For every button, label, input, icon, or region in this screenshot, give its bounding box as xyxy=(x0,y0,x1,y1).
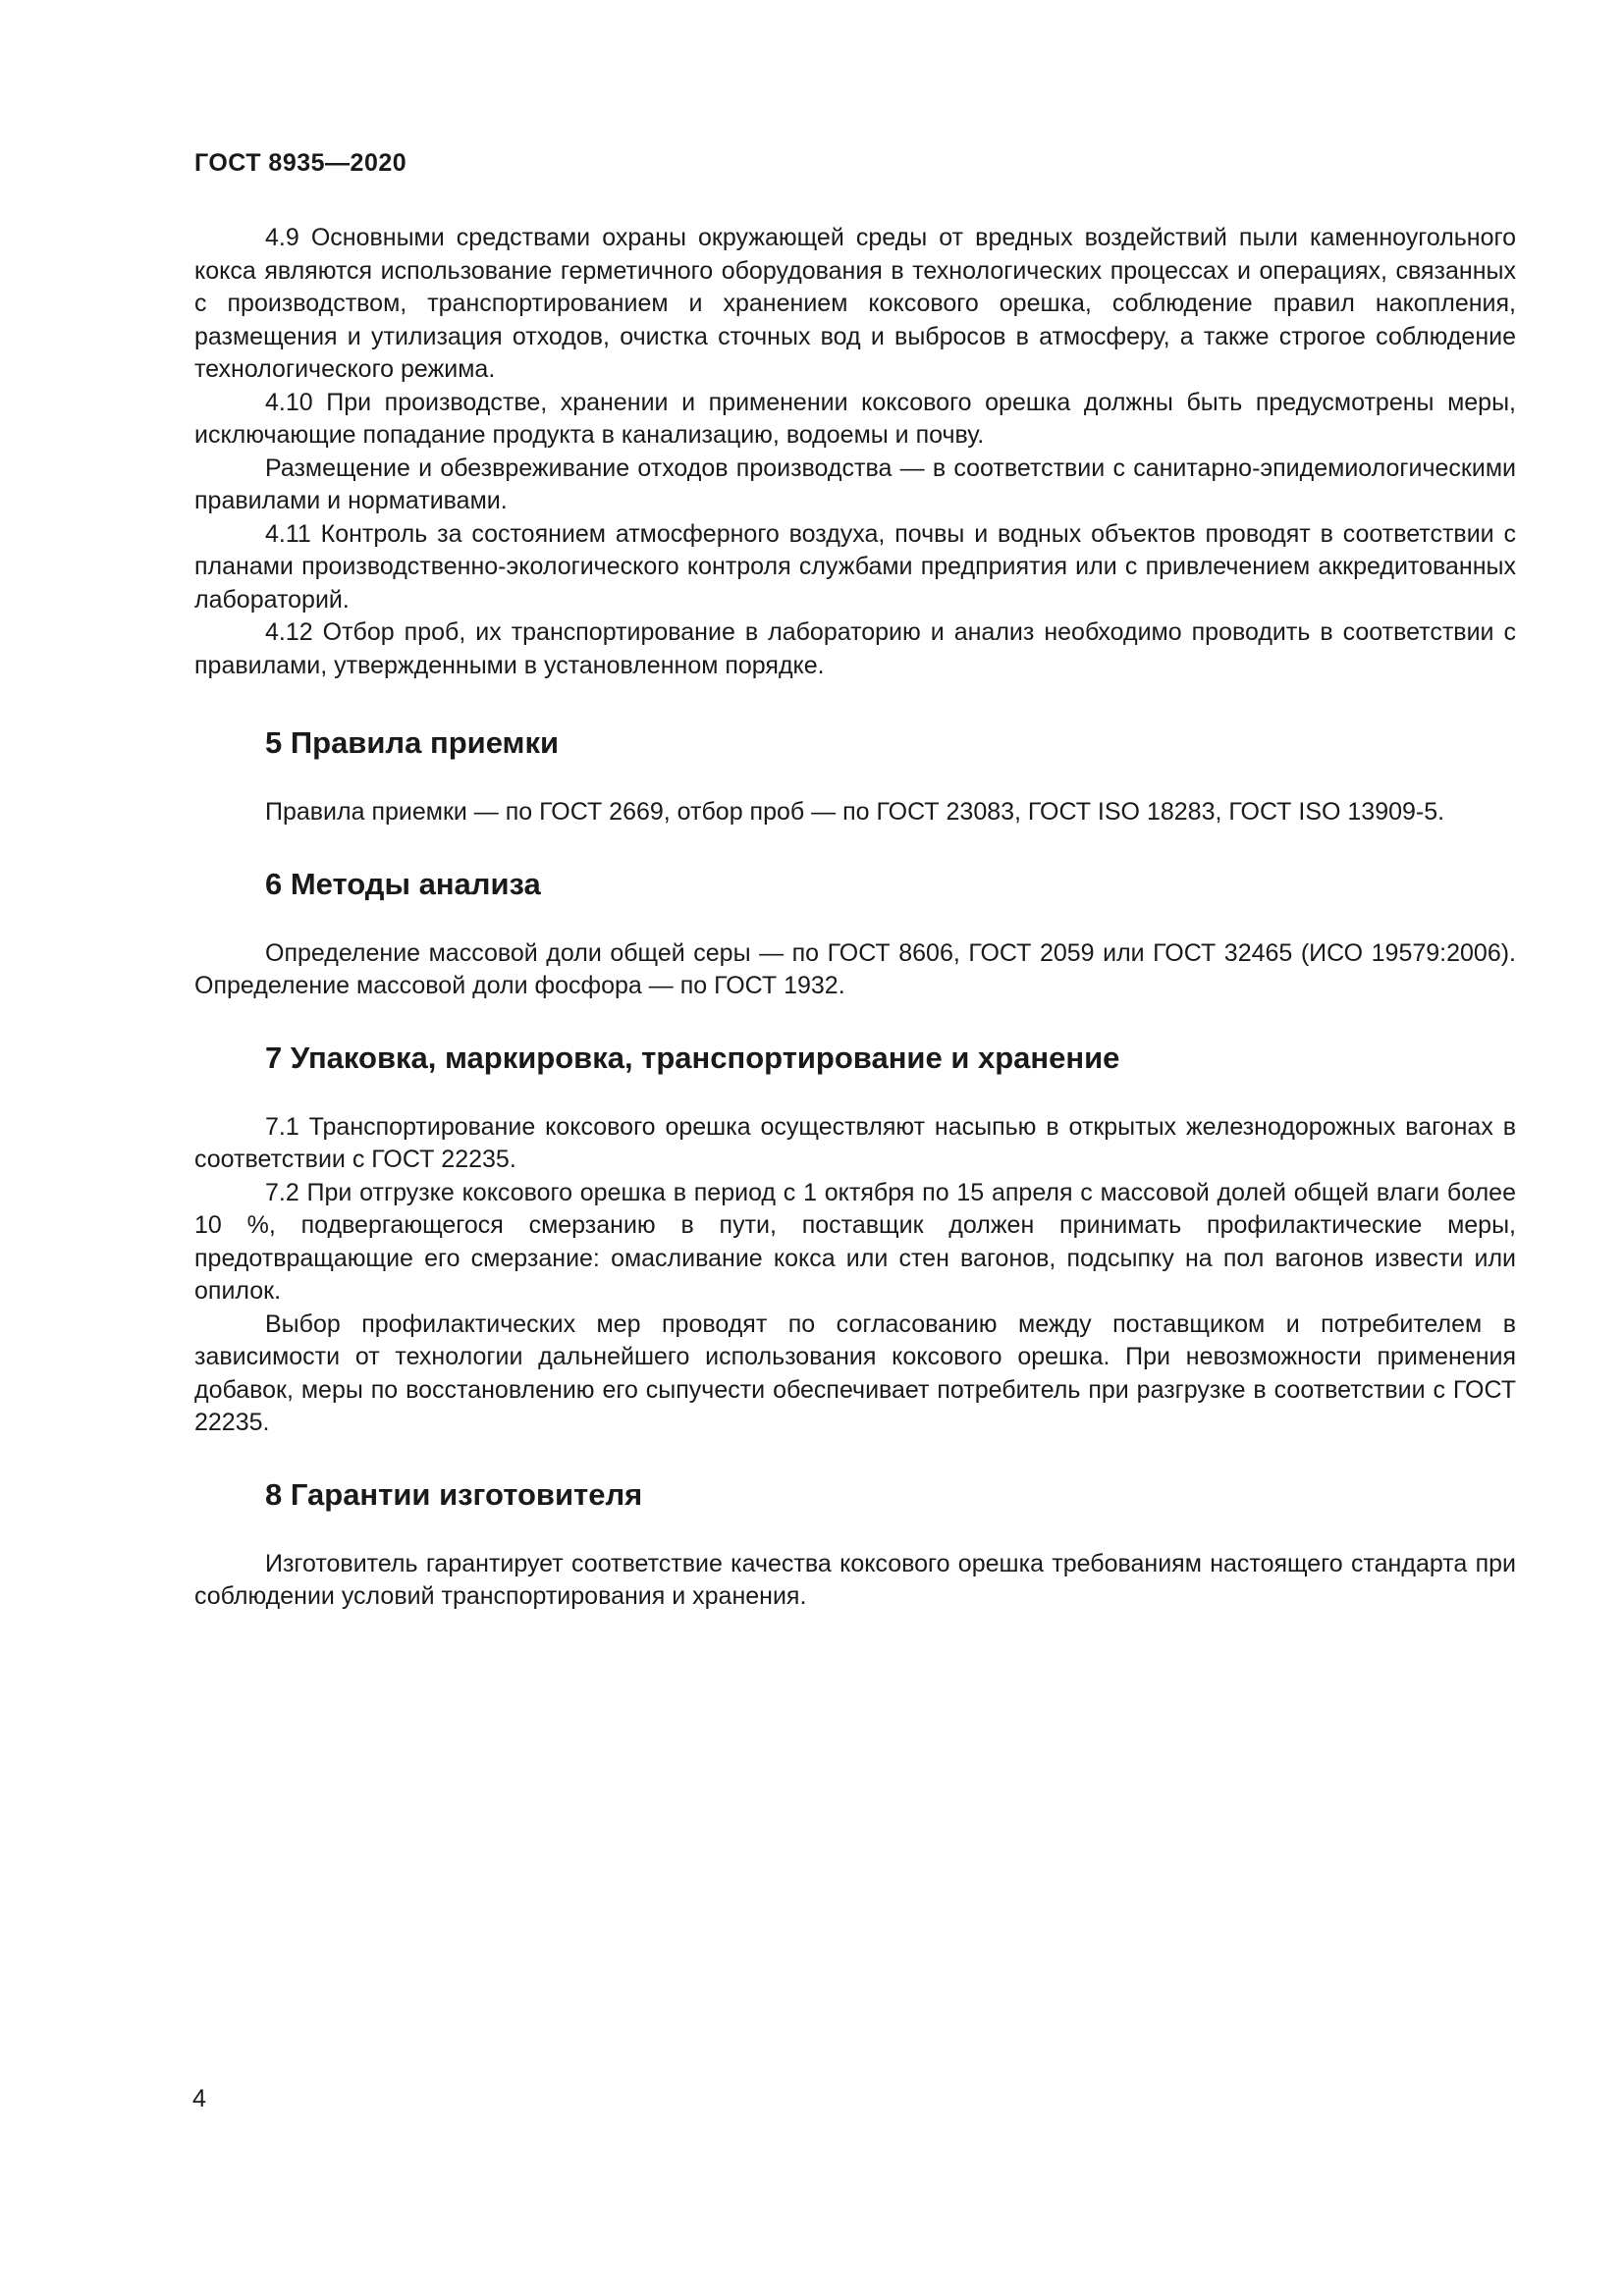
paragraph-7-2-measures: Выбор профилактических мер проводят по согласованию между поставщиком и потребителем в зависимости от технологии дальнейшего использования коксового орешка. При невозможности применения добавок, меры по восстановлению его сыпучести обеспечивает потребитель при разгрузке в соответствии с ГОСТ 22235. xyxy=(194,1309,1516,1436)
paragraph-4-11: 4.11 Контроль за состоянием атмосферного воздуха, почвы и водных объектов проводят в соответствии с планами производственно-экологического контроля службами предприятия или с привлечением аккредитованных лабораторий. xyxy=(194,519,1516,614)
section-8-title: 8 Гарантии изготовителя xyxy=(265,1476,643,1512)
paragraph-4-10-waste: Размещение и обезвреживание отходов производства — в соответствии с санитарно-эпидемиологическими правилами и нормативами. xyxy=(194,454,1516,514)
section-8-text: Изготовитель гарантирует соответствие качества коксового орешка требованиям настоящего стандарта при соблюдении условий транспортирования и хранения. xyxy=(194,1549,1516,1610)
section-5-title: 5 Правила приемки xyxy=(265,725,560,760)
paragraph-4-9: 4.9 Основными средствами охраны окружающей среды от вредных воздействий пыли каменноугольного кокса являются использование герметичного оборудования в технологических процессах и операциях, связанных с производством, транспортированием и хранением коксового орешка, соблюдение правил накопления, размещения и утилизация отходов, очистка сточных вод и выбросов в атмосферу, а также строгое соблюдение технологического режима. xyxy=(194,224,1516,383)
document-body xyxy=(194,222,1516,1614)
paragraph-4-10: 4.10 При производстве, хранении и применении коксового орешка должны быть предусмотрены меры, исключающие попадание продукта в канализацию, водоемы и почву. xyxy=(194,388,1516,449)
paragraph-7-2: 7.2 При отгрузке коксового орешка в период с 1 октября по 15 апреля с массовой долей общей влаги более 10 %, подвергающегося смерзанию в пути, поставщик должен принимать профилактические меры, предотвращающие его смерзание: омасливание кокса или стен вагонов, подсыпку на пол вагонов извести или опилок. xyxy=(194,1178,1516,1305)
paragraph-7-1: 7.1 Транспортирование коксового орешка осуществляют насыпью в открытых железнодорожных вагонах в соответствии с ГОСТ 22235. xyxy=(194,1112,1516,1173)
section-7-title: 7 Упаковка, маркировка, транспортирование и хранение xyxy=(265,1040,1120,1075)
paragraph-4-12: 4.12 Отбор проб, их транспортирование в лабораторию и анализ необходимо проводить в соответствии с правилами, утвержденными в установленном порядке. xyxy=(194,618,1516,679)
document-code-header: ГОСТ 8935—2020 xyxy=(194,149,407,177)
section-6-title: 6 Методы анализа xyxy=(265,866,541,901)
section-5-text: Правила приемки — по ГОСТ 2669, отбор проб — по ГОСТ 23083, ГОСТ ISO 18283, ГОСТ ISO 13909-5. xyxy=(265,798,1445,826)
page-number: 4 xyxy=(192,2085,206,2112)
section-6-text: Определение массовой доли общей серы — по ГОСТ 8606, ГОСТ 2059 или ГОСТ 32465 (ИСО 19579:2006). Определение массовой доли фосфора — по ГОСТ 1932. xyxy=(194,938,1516,999)
